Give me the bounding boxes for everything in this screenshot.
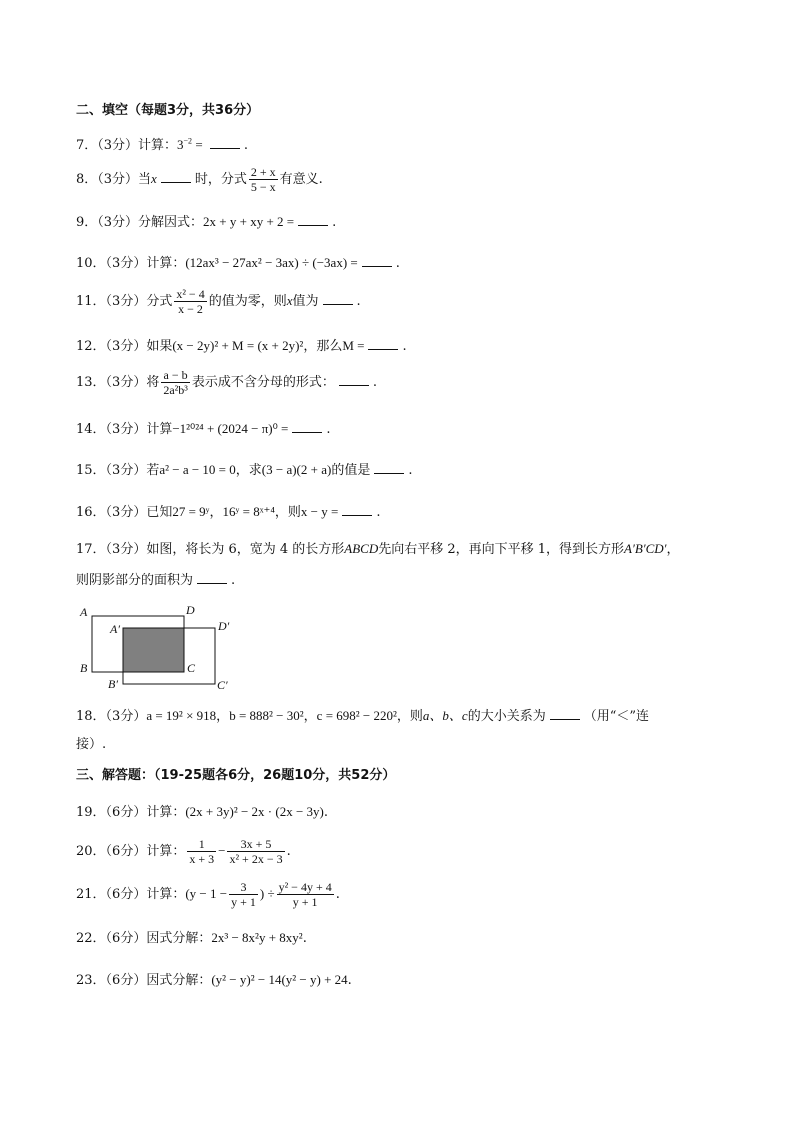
question-20: 20．（6分）计算： $\frac{1}{x + 3}$ − $\frac{3x + 5}{\text{x² + 2x − 3}}$ . bbox=[76, 837, 291, 866]
answer-blank[interactable] bbox=[323, 292, 353, 305]
shaded-overlap bbox=[123, 628, 184, 672]
question-22: 22．（6分）因式分解：2x³ − 8x²y + 8xy². bbox=[76, 930, 307, 946]
question-10: 10．（3分）计算：(12ax³ − 27ax² − 3ax) ÷ (−3ax) = . bbox=[76, 255, 400, 271]
question-21: 21．（6分）计算：(y − 1 − $\frac{3}{y + 1}$ ) ÷ $\frac{\text{y² − 4y + 4}}{y + 1}$ . bbox=[76, 880, 340, 909]
label-B: B bbox=[80, 661, 88, 675]
label-A: A bbox=[80, 605, 88, 619]
question-19: 19．（6分）计算：(2x + 3y)² − 2x · (2x − 3y). bbox=[76, 804, 329, 820]
question-12: 12．（3分）如果(x − 2y)² + M = (x + 2y)²，那么M = . bbox=[76, 338, 407, 354]
question-11: 11．（3分）分式 $\frac{\text{x² − 4}}{x - 2}$ 的值为零，则x值为 . bbox=[76, 287, 361, 316]
label-A-prime: A′ bbox=[110, 622, 120, 636]
label-D: D bbox=[186, 603, 195, 617]
question-13: 13．（3分）将 $\frac{a - b}{\text{2a²b³}}$ 表示成不含分母的形式： . bbox=[76, 368, 378, 397]
label-B-prime: B′ bbox=[108, 677, 118, 691]
answer-blank[interactable] bbox=[298, 213, 328, 226]
question-17-line-2: 则阴影部分的面积为 . bbox=[76, 573, 236, 588]
question-15: 15．（3分）若a² − a − 10 = 0，求(3 − a)(2 + a)的值是 . bbox=[76, 462, 413, 478]
fraction: $\frac{\text{y² − 4y + 4}}{y + 1}$ bbox=[278, 880, 332, 909]
fraction: $\frac{3x + 5}{\text{x² + 2x − 3}}$ bbox=[229, 837, 283, 866]
question-18-line-1: 18．（3分）a = 19² × 918，b = 888² − 30²，c = 698² − 220²，则a、b、c的大小关系为 （用“＜”连 bbox=[76, 708, 650, 724]
section-heading-fill-in: 二、填空（每题3分，共36分） bbox=[76, 103, 260, 118]
answer-blank[interactable] bbox=[292, 420, 322, 433]
rectangle-translation-figure bbox=[72, 600, 252, 692]
answer-blank[interactable] bbox=[550, 707, 580, 720]
answer-blank[interactable] bbox=[368, 337, 398, 350]
question-8: 8．（3分）当x 时，分式 $\frac{2 + x}{5 - x}$ 有意义. bbox=[76, 165, 323, 194]
fraction: $\frac{2 + x}{5 - x}$ bbox=[250, 165, 276, 194]
fraction: $\frac{1}{x + 3}$ bbox=[189, 837, 215, 866]
answer-blank[interactable] bbox=[342, 503, 372, 516]
fraction: $\frac{a - b}{\text{2a²b³}}$ bbox=[163, 368, 188, 397]
answer-blank[interactable] bbox=[197, 571, 227, 584]
fraction: $\frac{3}{y + 1}$ bbox=[231, 880, 256, 909]
question-23: 23．（6分）因式分解：(y² − y)² − 14(y² − y) + 24. bbox=[76, 972, 352, 988]
fraction: $\frac{\text{x² − 4}}{x - 2}$ bbox=[176, 287, 205, 316]
answer-blank[interactable] bbox=[161, 170, 191, 183]
question-14: 14．（3分）计算−1²⁰²⁴ + (2024 − π)⁰ = . bbox=[76, 421, 331, 437]
question-18-line-2: 接）. bbox=[76, 737, 107, 752]
question-16: 16．（3分）已知27 = 9ʸ，16ʸ = 8ˣ⁺⁴，则x − y = . bbox=[76, 504, 381, 520]
section-heading-solve: 三、解答题：（19-25题各6分，26题10分，共52分） bbox=[76, 768, 396, 783]
question-17-line-1: 17．（3分）如图，将长为 6，宽为 4 的长方形ABCD先向右平移 2，再向下平移 1，得到长方形A′B′CD′， bbox=[76, 541, 680, 557]
answer-blank[interactable] bbox=[362, 254, 392, 267]
answer-blank[interactable] bbox=[339, 373, 369, 386]
label-C-prime: C′ bbox=[217, 678, 228, 692]
answer-blank[interactable] bbox=[374, 461, 404, 474]
question-7: 7．（3分）计算：$3^{-2}$ = . bbox=[76, 136, 249, 153]
answer-blank[interactable] bbox=[210, 136, 240, 149]
label-C: C bbox=[187, 661, 196, 675]
question-9: 9．（3分）分解因式：2x + y + xy + 2 = . bbox=[76, 214, 337, 230]
label-D-prime: D′ bbox=[218, 619, 230, 633]
